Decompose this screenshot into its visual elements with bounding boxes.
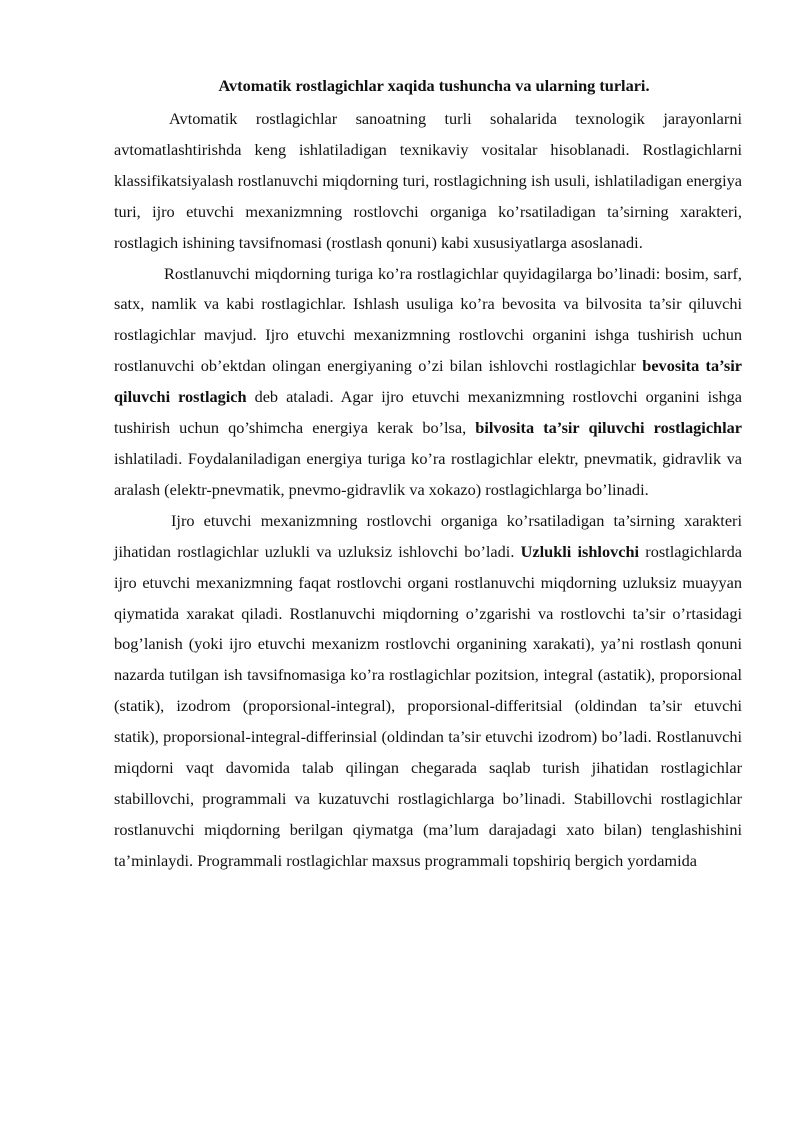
paragraph-2 [114, 259, 742, 506]
paragraph-2-text-c: ishlatiladi. Foydalaniladigan energiya turiga ko’ra rostlagichlar elektr, pnevmatik, gidravlik va aralash (elektr-pnevmatik, pnevmo-gidravlik va xokazo) rostlagichlarga bo’linadi. [114, 448, 742, 499]
paragraph-1 [114, 104, 742, 259]
paragraph-3 [114, 506, 742, 877]
document-body [114, 104, 742, 877]
paragraph-3-text-a: Ijro etuvchi mexanizmning rostlovchi organiga ko’rsatiladigan ta’sirning xarakteri jihatidan rostlagichlar uzlukli va uzluksiz ishlovchi bo’ladi. [114, 510, 742, 561]
document-title: Avtomatik rostlagichlar xaqida tushuncha va ularning turlari. [218, 76, 650, 95]
term-discontinuous-operating: Uzlukli ishlovchi [520, 541, 640, 561]
term-direct-acting-regulator: bevosita ta’sir qiluvchi rostlagich [114, 356, 742, 407]
paragraph-2-text-a: Rostlanuvchi miqdorning turiga ko’ra rostlagichlar quyidagilarga bo’linadi: bosim, sarf, satx, namlik va kabi rostlagichlar. Ishlash usuliga ko’ra bevosita va bilvosita ta’sir qiluvchi rostlagichlar mavjud. Ijro etuvchi mexanizmning rostlovchi organini ishga tushirish uchun rostlanuvchi ob’ektdan olingan energiyaning o’zi bilan ishlovchi rostlagichlar [114, 263, 742, 376]
paragraph-3-text-b: rostlagichlarda ijro etuvchi mexanizmning faqat rostlovchi organi rostlanuvchi miqdorning uzluksiz muayyan qiymatida xarakat qiladi. Rostlanuvchi miqdorning o’zgarishi va rostlovchi ta’sir o’rtasidagi bog’lanish (yoki ijro etuvchi mexanizm rostlovchi organining xarakati), ya’ni rostlash qonuni nazarda tutilgan ish tavsifnomasiga ko’ra rostlagichlar pozitsion, integral (astatik), proporsional (statik), izodrom (proporsional-integral), proporsional-differitsial (oldindan ta’sir etuvchi statik), proporsional-integral-differinsial (oldindan ta’sir etuvchi izodrom) bo’ladi. Rostlanuvchi miqdorni vaqt davomida talab qilingan chegarada saqlab turish jihatidan rostlagichlar stabillovchi, programmali va kuzatuvchi rostlagichlarga bo’linadi. Stabillovchi rostlagichlar rostlanuvchi miqdorning berilgan qiymatga (ma’lum darajadagi xato bilan) tenglashishini ta’minlaydi. Programmali rostlagichlar maxsus programmali topshiriq bergich yordamida [114, 541, 743, 870]
term-indirect-acting-regulators: bilvosita ta’sir qiluvchi rostlagichlar [475, 418, 742, 438]
paragraph-1-text: Avtomatik rostlagichlar sanoatning turli sohalarida texnologik jarayonlarni avtomatlashtirishda keng ishlatiladigan texnikaviy vositalar hisoblanadi. Rostlagichlarni klassifikatsiyalash rostlanuvchi miqdorning turi, rostlagichning ish usuli, ishlatiladigan energiya turi, ijro etuvchi mexanizmning rostlovchi organiga ko’rsatiladigan ta’sirning xarakteri, rostlagich ishining tavsifnomasi (rostlash qonuni) kabi xususiyatlarga asoslanadi. [114, 109, 742, 252]
paragraph-2-text-b: deb ataladi. Agar ijro etuvchi mexanizmning rostlovchi organini ishga tushirish uchun qo’shimcha energiya kerak bo’lsa, [114, 387, 742, 438]
